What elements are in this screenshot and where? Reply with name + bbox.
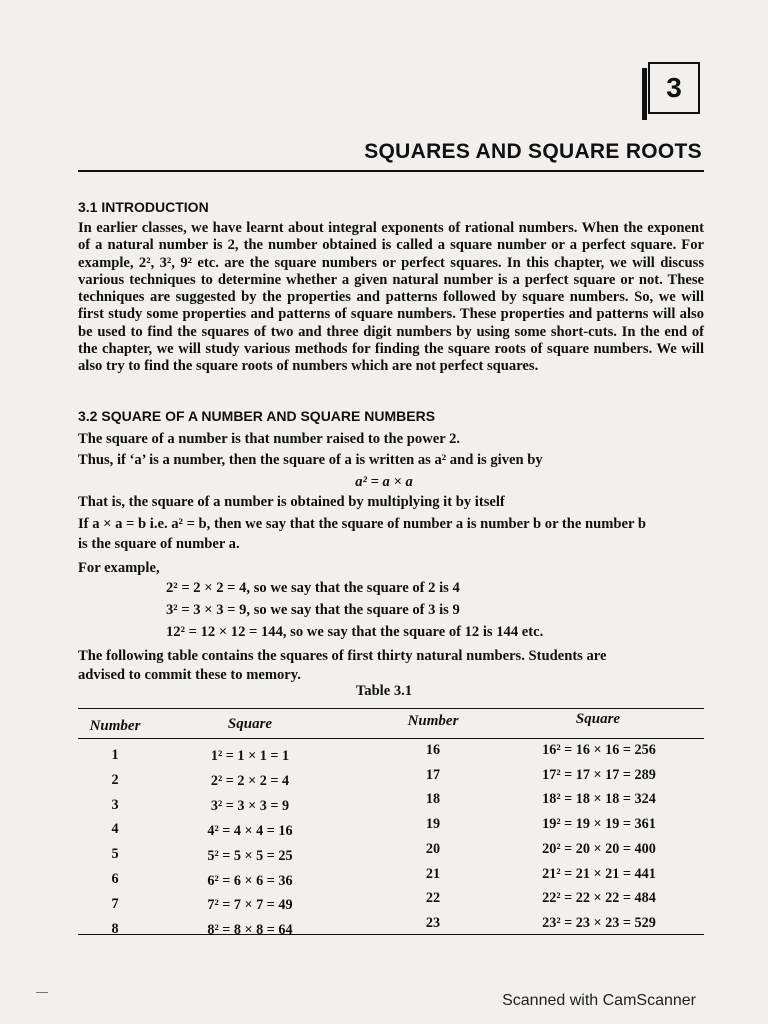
number-cell: 18: [425, 791, 441, 808]
introduction-paragraph: In earlier classes, we have learnt about integral exponents of rational numbers. When the exponent of a natural number is 2, the number obtained is called a square number or a perfect square. For example, 2², 3², 9² etc. are the square numbers or perfect squares. In this chapter, we will discuss various techniques to determine whether a given natural number is a perfect square or not. These techniques are suggested by the properties and patterns followed by square numbers. So, we will first study some properties and patterns of square numbers. These properties and patterns will also be used to find the squares of two and three digit numbers by using some short-cuts. In the end of the chapter, we will study various methods for finding the square roots of square numbers. We will also try to find the square roots of numbers which are not perfect squares.: [78, 220, 704, 375]
definition-line-3: That is, the square of a number is obtained by multiplying it by itself: [78, 494, 505, 510]
square-cell: 23² = 23 × 23 = 529: [542, 914, 656, 931]
table-header-cell: Number: [89, 718, 141, 734]
square-cell: 5² = 5 × 5 = 25: [207, 847, 293, 864]
chapter-title: SQUARES AND SQUARE ROOTS: [364, 140, 702, 163]
example-line: 3² = 3 × 3 = 9, so we say that the square of 3 is 9: [166, 602, 460, 618]
definition-line-4: If a × a = b i.e. a² = b, then we say that the square of number a is number b or the number b: [78, 516, 646, 532]
square-cell: 19² = 19 × 19 = 361: [542, 816, 656, 833]
number-cell: 22: [425, 890, 441, 907]
title-divider: [78, 170, 704, 172]
number-cell: 17: [425, 766, 441, 783]
square-cell: 22² = 22 × 22 = 484: [542, 890, 656, 907]
scan-mark: [36, 992, 48, 993]
square-cell: 17² = 17 × 17 = 289: [542, 766, 656, 783]
scanner-watermark: Scanned with CamScanner: [502, 992, 696, 1009]
table-caption: Table 3.1: [355, 683, 413, 699]
chapter-number: 3: [666, 72, 682, 103]
number-cell: 8: [111, 920, 119, 937]
square-cell: 2² = 2 × 2 = 4: [210, 772, 290, 789]
number-cell: 5: [111, 846, 119, 863]
for-example-label: For example,: [78, 560, 160, 576]
square-cell: 8² = 8 × 8 = 64: [207, 922, 293, 939]
definition-line-2: Thus, if ‘a’ is a number, then the square of a is written as a² and is given by: [78, 452, 543, 468]
table-header-cell: Square: [227, 716, 273, 732]
table-header-cell: Square: [575, 711, 621, 727]
section-heading-square-numbers: 3.2 SQUARE OF A NUMBER AND SQUARE NUMBERS: [78, 408, 436, 424]
number-cell: 20: [425, 840, 441, 857]
number-cell: 21: [425, 865, 441, 882]
square-cell: 16² = 16 × 16 = 256: [542, 742, 656, 758]
square-formula: a² = a × a: [355, 474, 413, 490]
definition-line-1: The square of a number is that number raised to the power 2.: [78, 431, 461, 447]
square-cell: 20² = 20 × 20 = 400: [542, 840, 656, 857]
number-cell: 6: [111, 871, 119, 887]
number-cell: 2: [111, 771, 119, 788]
number-cell: 23: [425, 914, 441, 931]
table-header-rule: [78, 738, 704, 739]
example-line: 12² = 12 × 12 = 144, so we say that the square of 12 is 144 etc.: [166, 624, 544, 640]
number-cell: 3: [111, 796, 119, 813]
table-intro-line-1: The following table contains the squares of first thirty natural numbers. Students are: [78, 648, 607, 664]
definition-line-5: is the square of number a.: [78, 536, 240, 552]
table-bottom-rule: [78, 934, 704, 935]
number-cell: 1: [111, 747, 119, 763]
square-cell: 1² = 1 × 1 = 1: [210, 748, 290, 764]
square-cell: 21² = 21 × 21 = 441: [542, 865, 656, 882]
table-top-rule: [78, 708, 704, 709]
square-cell: 4² = 4 × 4 = 16: [207, 822, 293, 839]
chapter-number-box: [648, 62, 700, 114]
number-cell: 16: [425, 742, 441, 758]
section-heading-introduction: 3.1 INTRODUCTION: [78, 199, 209, 215]
square-cell: 18² = 18 × 18 = 324: [542, 791, 656, 808]
number-cell: 4: [111, 821, 119, 838]
square-cell: 6² = 6 × 6 = 36: [207, 872, 293, 889]
table-intro-line-2: advised to commit these to memory.: [78, 667, 301, 683]
table-header-cell: Number: [407, 713, 459, 729]
number-cell: 7: [111, 895, 119, 912]
number-cell: 19: [425, 816, 441, 833]
square-cell: 3² = 3 × 3 = 9: [210, 797, 290, 814]
example-line: 2² = 2 × 2 = 4, so we say that the square of 2 is 4: [166, 580, 460, 596]
square-cell: 7² = 7 × 7 = 49: [207, 897, 293, 914]
